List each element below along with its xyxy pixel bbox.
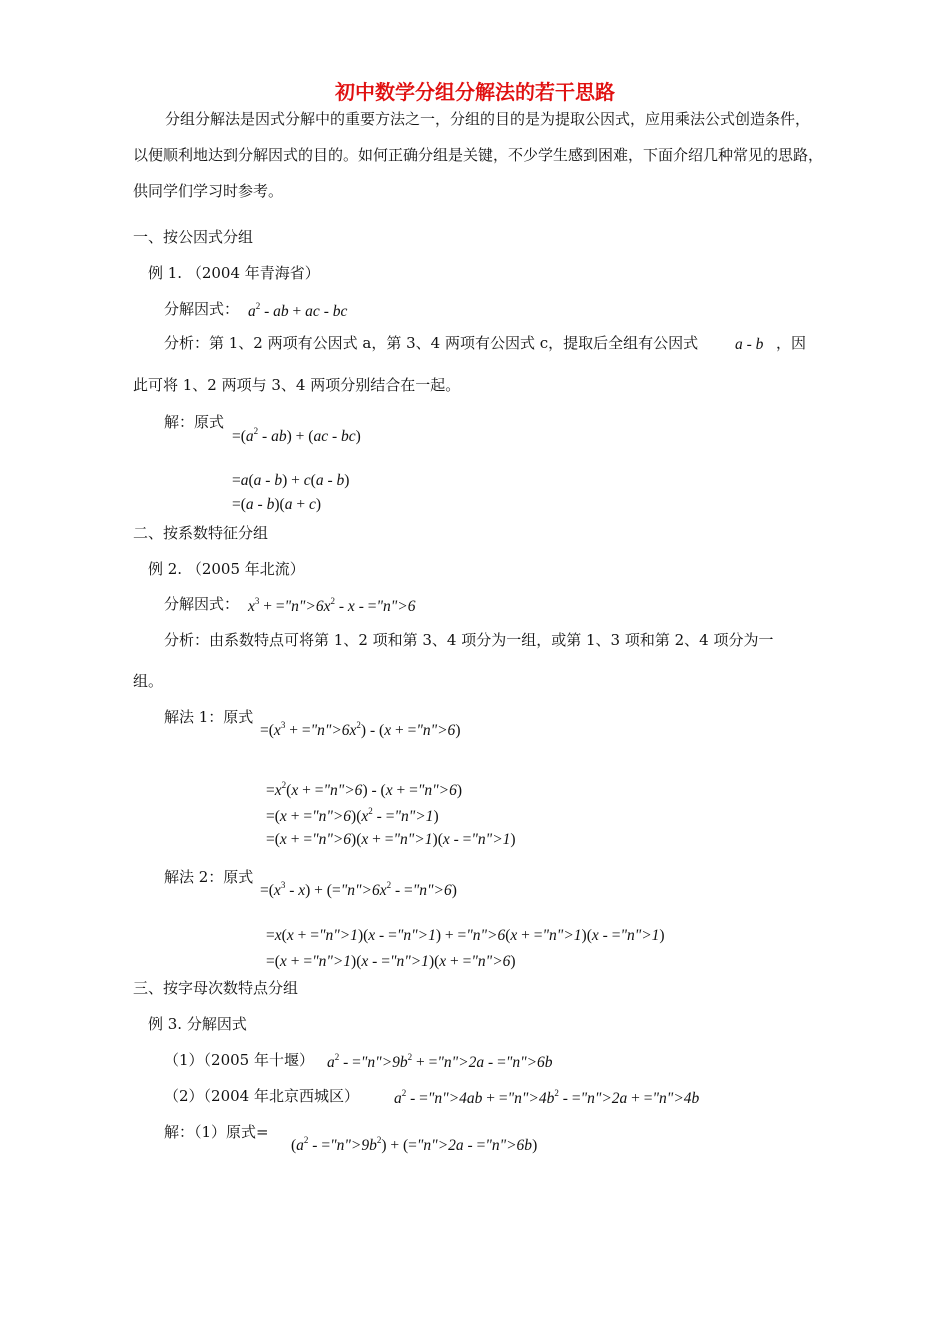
example-1-analysis-line-2: 此可将 1、2 两项与 3、4 两项分别结合在一起。 bbox=[133, 376, 461, 394]
solution-2-step-1: $=(x^3 - x)$ + ($="n">6x^2$ - ="n">6) bbox=[260, 880, 457, 899]
example-3-solution-expression: ($a^2$ - $="n">9b^2$) + (="n">2a - ="n">6b) bbox=[291, 1135, 538, 1154]
solution-2-step-3: =(x + ="n">1)(x - ="n">1)(x + ="n">6) bbox=[266, 953, 516, 970]
section-2-heading: 二、按系数特征分组 bbox=[133, 524, 269, 542]
example-2-analysis-line-1: 分析：由系数特点可将第 1、2 项和第 3、4 项分为一组，或第 1、3 项和第 2、4 项分为一 bbox=[164, 631, 774, 649]
example-1-analysis-expression: a - b bbox=[735, 336, 764, 353]
section-1-heading: 一、按公因式分组 bbox=[133, 228, 254, 246]
example-1-step-2: =a(a - b) + c(a - b) bbox=[232, 472, 350, 489]
example-1-analysis-line-1: 分析：第 1、2 两项有公因式 a，第 3、4 两项有公因式 c，提取后全组有公因式 bbox=[164, 334, 699, 352]
example-2-analysis-line-2: 组。 bbox=[133, 672, 164, 690]
solution-1-step-2: $=x^2(x$ + ="n">6) - (x + ="n">6) bbox=[266, 780, 462, 799]
example-1-solution-label: 解：原式 bbox=[164, 413, 225, 431]
solution-1-step-1: $=(x^3$ + $="n">6x^2) - (x$ + ="n">6) bbox=[260, 720, 461, 739]
example-2-task-label: 分解因式： bbox=[164, 595, 240, 613]
solution-1-step-3: $=(x + ="n">6)(x^2$ - ="n">1) bbox=[266, 806, 439, 825]
example-3-item-1-label: （1）（2005 年十堰） bbox=[164, 1051, 314, 1069]
example-1-analysis-comma: ，因 bbox=[776, 334, 807, 352]
solution-1-label: 解法 1：原式 bbox=[164, 708, 254, 726]
example-1-step-1: $=(a^2 - ab) + (ac - bc)$ bbox=[232, 426, 361, 445]
example-2-label: 例 2. （2005 年北流） bbox=[148, 560, 305, 578]
section-3-heading: 三、按字母次数特点分组 bbox=[133, 979, 299, 997]
example-1-step-3: =(a - b)(a + c) bbox=[232, 496, 321, 513]
example-3-solution-label: 解：（1）原式= bbox=[164, 1123, 269, 1141]
example-1-task-expression: $a^2$ - ab + ac - bc bbox=[248, 301, 348, 320]
intro-paragraph: 分组分解法是因式分解中的重要方法之一，分组的目的是为提取公因式，应用乘法公式创造条件，以便顺利地达到分解因式的目的。如何正确分组是关键，不少学生感到困难，下面介绍几种常见的思路，供同学们学习时参考。 bbox=[133, 110, 824, 200]
solution-2-step-2: =x(x + ="n">1)(x - ="n">1) + ="n">6(x + ="n">1)(x - ="n">1) bbox=[266, 927, 665, 944]
example-1-label: 例 1. （2004 年青海省） bbox=[148, 264, 320, 282]
page-title: 初中数学分组分解法的若干思路 bbox=[335, 80, 615, 104]
example-1-task-label: 分解因式： bbox=[164, 300, 240, 318]
example-2-task-expression: $x^3$ + $="n">6x^2 - x$ - ="n">6 bbox=[248, 596, 416, 615]
solution-2-label: 解法 2：原式 bbox=[164, 868, 254, 886]
solution-1-step-4: =(x + ="n">6)(x + ="n">1)(x - ="n">1) bbox=[266, 831, 516, 848]
example-3-item-2-label: （2）（2004 年北京西城区） bbox=[164, 1087, 359, 1105]
example-3-label: 例 3. 分解因式 bbox=[148, 1015, 247, 1033]
example-3-item-1-expression: $a^2$ - $="n">9b^2$ + ="n">2a - ="n">6b bbox=[327, 1052, 553, 1071]
example-3-item-2-expression: $a^2$ - ="n">4ab + $="n">4b^2$ - ="n">2a + ="n">4b bbox=[394, 1088, 700, 1107]
